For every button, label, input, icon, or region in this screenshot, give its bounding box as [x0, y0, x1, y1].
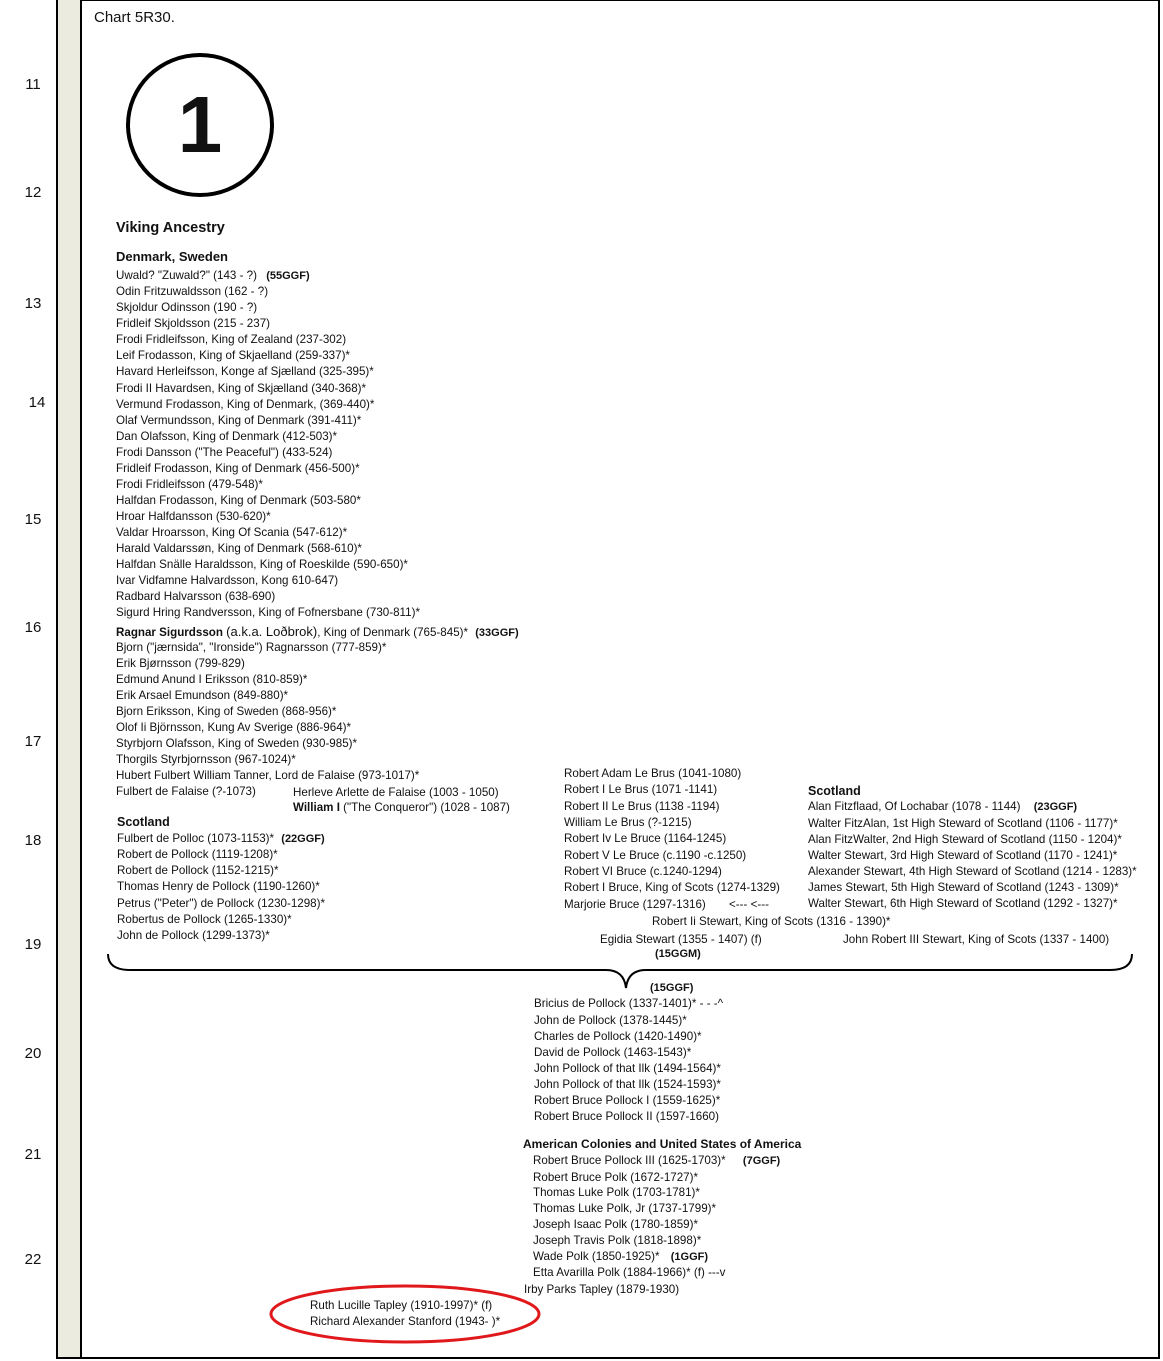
john3-line: John Robert III Stewart, King of Scots (1337 - 1400) [843, 933, 1110, 946]
ancestor-line: Valdar Hroarsson, King Of Scania (547-612)* [116, 525, 348, 539]
ancestor-line: Halfdan Frodasson, King of Denmark (503-580* [116, 493, 361, 507]
ancestor-line: Robertus de Pollock (1265-1330)* [117, 912, 292, 926]
ancestor-line [117, 832, 325, 846]
ancestor-line: Fulbert de Falaise (?-1073) [116, 785, 256, 799]
ancestor-line: Robert I Le Brus (1071 -1141) [564, 783, 718, 797]
ancestor-line: Robert II Le Brus (1138 -1194) [564, 799, 720, 813]
ancestor-line: Bjorn Eriksson, King of Sweden (868-956)* [116, 705, 337, 719]
ancestor-line: James Stewart, 5th High Steward of Scotland (1243 - 1309)* [808, 880, 1119, 894]
ragnar-rest: , King of Denmark (765-845)* [317, 626, 469, 639]
ancestor-line: Robert I Bruce, King of Scots (1274-1329) [564, 881, 780, 895]
ancestor-line: Robert Bruce Pollock I (1559-1625)* [534, 1093, 721, 1107]
ancestor-line: Radbard Halvarsson (638-690) [116, 590, 276, 604]
ancestor-line: Walter FitzAlan, 1st High Steward of Scotland (1106 - 1177)* [808, 816, 1118, 830]
frame-top [80, 0, 1160, 1]
ancestor-line: Thomas Luke Polk, Jr (1737-1799)* [533, 1202, 717, 1216]
generation-tag: (33GGF) [475, 627, 519, 639]
robert2-line: Robert Ii Stewart, King of Scots (1316 - 1390)* [652, 915, 891, 928]
ancestor-line: Bjorn ("jærnsida", "Ironside") Ragnarsson (777-859)* [116, 641, 387, 654]
generation-number: 15 [24, 511, 42, 528]
pollock-tag: (15GGF) [650, 982, 694, 994]
generation-number: 14 [28, 394, 46, 411]
ancestor-line: John de Pollock (1299-1373)* [117, 929, 270, 942]
ancestor-line: Alan FitzWalter, 2nd High Steward of Scotland (1150 - 1204)* [808, 832, 1122, 846]
chart-id: Chart 5R30. [94, 9, 175, 26]
ragnar-line [116, 625, 519, 640]
generation-tag: (1GGF) [670, 1251, 709, 1263]
generation-number: 13 [24, 295, 42, 312]
ancestor-line: Ivar Vidfamne Halvardsson, Kong 610-647) [116, 574, 339, 588]
ancestor-line: Edmund Anund I Eriksson (810-859)* [116, 673, 308, 687]
ancestor-line: Havard Herleifsson, Konge af Sjælland (325-395)* [116, 365, 374, 379]
arrow-marker: <--- <--- [729, 898, 769, 911]
page-title: Viking Ancestry [116, 220, 225, 236]
generation-tag: (55GGF) [266, 270, 310, 282]
ancestor-line: Robert de Pollock (1152-1215)* [117, 864, 279, 878]
ancestor-name: Uwald? "Zuwald?" (143 - ?) [116, 269, 257, 282]
generation-number: 20 [24, 1045, 42, 1062]
ancestor-line: Odin Fritzuwaldsson (162 - ?) [116, 285, 269, 299]
scotland-right-heading: Scotland [808, 784, 861, 798]
generation-number: 22 [24, 1251, 42, 1268]
etta-line: Etta Avarilla Polk (1884-1966)* (f) ---v [533, 1266, 726, 1279]
ancestor-line: Olof Ii Björnsson, Kung Av Sverige (886-964)* [116, 721, 352, 735]
egidia-tag: (15GGM) [655, 948, 701, 960]
richard-line: Richard Alexander Stanford (1943- )* [310, 1315, 501, 1328]
generation-number: 11 [25, 76, 41, 93]
ancestor-line: Vermund Frodasson, King of Denmark, (369-440)* [116, 397, 375, 411]
ancestor-line: Thomas Henry de Pollock (1190-1260)* [117, 880, 320, 894]
ragnar-aka: (a.k.a. Loðbrok) [226, 624, 318, 639]
ancestor-line: Sigurd Hring Randversson, King of Fofnersbane (730-811)* [116, 606, 420, 620]
ancestor-line: Fridleif Frodasson, King of Denmark (456-500)* [116, 461, 360, 475]
generation-number: 18 [24, 832, 42, 849]
ancestor-line: Dan Olafsson, King of Denmark (412-503)* [116, 429, 338, 443]
ancestor-name: Fulbert de Polloc (1073-1153)* [117, 832, 275, 845]
ancestor-line: Leif Frodasson, King of Skjaelland (259-337)* [116, 349, 350, 363]
generation-number: 21 [24, 1146, 42, 1163]
ancestor-line: Robert Adam Le Brus (1041-1080) [564, 767, 742, 780]
marjorie-line [564, 898, 769, 912]
ancestor-line: Styrbjorn Olafsson, King of Sweden (930-985)* [116, 737, 358, 751]
ancestor-line: Robert Bruce Pollock II (1597-1660) [534, 1109, 719, 1123]
ancestor-line: William Le Brus (?-1215) [564, 816, 692, 830]
generation-number: 16 [24, 619, 42, 636]
ancestor-line: Thorgils Styrbjornsson (967-1024)* [116, 753, 296, 767]
ancestor-line: Erik Arsael Emundson (849-880)* [116, 689, 289, 703]
ancestor-line: Frodi Fridleifsson, King of Zealand (237-302) [116, 333, 347, 347]
ancestor-line: Olaf Vermundsson, King of Denmark (391-411)* [116, 413, 362, 427]
ancestor-line: Fridleif Skjoldsson (215 - 237) [116, 317, 271, 331]
ancestor-line: Robert VI Bruce (c.1240-1294) [564, 865, 722, 879]
generation-number: 12 [24, 184, 42, 201]
ancestor-line: Walter Stewart, 6th High Steward of Scotland (1292 - 1327)* [808, 897, 1118, 910]
william-rest: ("The Conqueror") (1028 - 1087) [339, 801, 510, 814]
ancestor-line: Skjoldur Odinsson (190 - ?) [116, 301, 258, 315]
ancestor-line: David de Pollock (1463-1543)* [534, 1045, 692, 1059]
wade-line [533, 1250, 708, 1264]
merge-brace [106, 950, 1136, 992]
ancestor-name: Wade Polk (1850-1925)* [533, 1250, 660, 1263]
generation-tag: (7GGF) [742, 1155, 781, 1167]
irby-line: Irby Parks Tapley (1879-1930) [524, 1283, 680, 1296]
ancestor-line: Petrus ("Peter") de Pollock (1230-1298)* [117, 896, 326, 910]
ancestor-line: Robert V Le Bruce (c.1190 -c.1250) [564, 848, 747, 862]
william-name: William I [293, 801, 340, 814]
ancestor-line: Hroar Halfdansson (530-620)* [116, 509, 271, 523]
ancestor-line: Charles de Pollock (1420-1490)* [534, 1029, 702, 1043]
ancestor-line: Hubert Fulbert William Tanner, Lord de Falaise (973-1017)* [116, 769, 420, 783]
ragnar-name: Ragnar Sigurdsson [116, 626, 223, 639]
ancestor-line: John Pollock of that Ilk (1524-1593)* [534, 1077, 721, 1091]
ancestor-line: Joseph Travis Polk (1818-1898)* [533, 1234, 702, 1248]
ancestor-name: Marjorie Bruce (1297-1316) [564, 898, 706, 911]
generation-tag: (23GGF) [1033, 801, 1078, 813]
left-margin-bar [56, 0, 82, 1357]
ancestor-line: Robert Iv Le Bruce (1164-1245) [564, 832, 727, 846]
ancestor-line: Halfdan Snälle Haraldsson, King of Roeskilde (590-650)* [116, 558, 408, 572]
ancestor-line: John de Pollock (1378-1445)* [534, 1013, 687, 1027]
egidia-line: Egidia Stewart (1355 - 1407) (f) [600, 933, 762, 946]
ancestor-line [533, 1154, 780, 1168]
denmark-heading: Denmark, Sweden [116, 249, 228, 264]
ancestor-line: Erik Bjørnsson (799-829) [116, 657, 245, 671]
generation-tag: (22GGF) [281, 833, 325, 845]
ancestor-line: Frodi II Havardsen, King of Skjælland (340-368)* [116, 381, 367, 395]
america-heading: American Colonies and United States of America [523, 1137, 802, 1151]
ancestor-line: Frodi Fridleifsson (479-548)* [116, 477, 263, 491]
ancestor-line [808, 800, 1077, 814]
scotland-left-heading: Scotland [117, 815, 170, 829]
frame-right [1158, 0, 1160, 1359]
frame-bottom [56, 1357, 1160, 1359]
william-line [293, 801, 510, 815]
ancestor-line [116, 269, 310, 283]
ancestor-line: Alexander Stewart, 4th High Steward of Scotland (1214 - 1283)* [808, 864, 1137, 878]
ancestor-line: Robert Bruce Polk (1672-1727)* [533, 1170, 698, 1184]
herleve-line: Herleve Arlette de Falaise (1003 - 1050) [293, 786, 499, 799]
ancestor-line: Harald Valdarssøn, King of Denmark (568-610)* [116, 542, 362, 555]
chart-number-circle: 1 [126, 53, 274, 197]
generation-number: 17 [24, 733, 42, 750]
ancestor-line: Robert de Pollock (1119-1208)* [117, 848, 278, 861]
ruth-line: Ruth Lucille Tapley (1910-1997)* (f) [310, 1299, 493, 1312]
ancestor-name: Alan Fitzflaad, Of Lochabar (1078 - 1144) [808, 800, 1021, 813]
bricius-line: Bricius de Pollock (1337-1401)* - - -^ [534, 997, 724, 1010]
ancestor-line: John Pollock of that Ilk (1494-1564)* [534, 1061, 721, 1075]
generation-number: 19 [24, 936, 42, 953]
ancestor-line: Walter Stewart, 3rd High Steward of Scotland (1170 - 1241)* [808, 848, 1118, 862]
ancestor-name: Robert Bruce Pollock III (1625-1703)* [533, 1154, 726, 1167]
ancestor-line: Thomas Luke Polk (1703-1781)* [533, 1186, 700, 1200]
ancestor-line: Joseph Isaac Polk (1780-1859)* [533, 1218, 698, 1232]
ancestor-line: Frodi Dansson ("The Peaceful") (433-524) [116, 445, 333, 459]
